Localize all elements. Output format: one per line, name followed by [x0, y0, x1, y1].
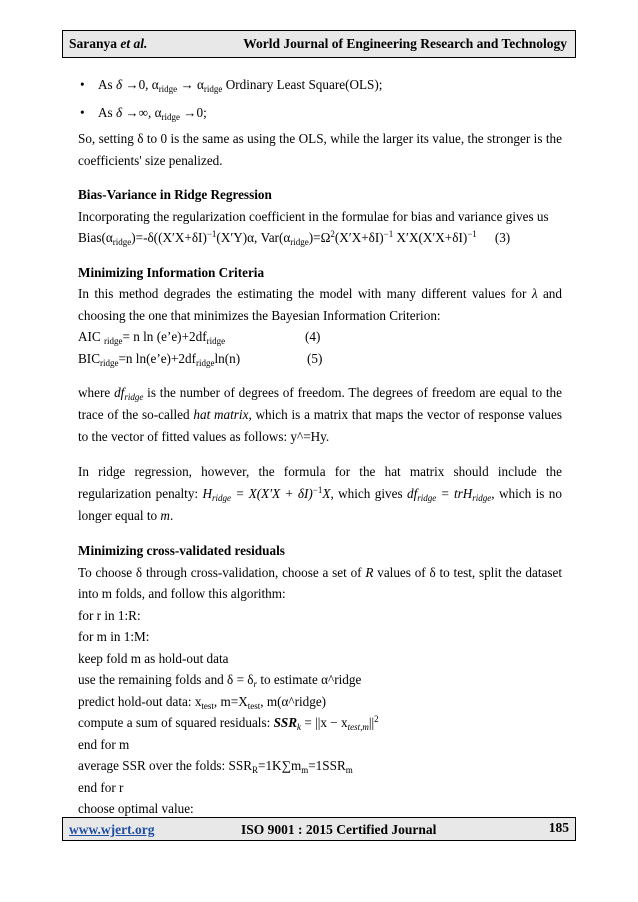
- algorithm-line-3: keep fold m as hold-out data: [78, 650, 229, 666]
- equation-3: $Bias(\alpha_{ridge})=-\delta((X'X+\delta I)^{-1}(X'Y)\alpha$, $Var(\alpha_{ridge})=\Omega^2(X'X+\delta I)^{-1}$ $X'X(X'X+\delta I)^{-1}$ (3): [78, 229, 511, 247]
- algorithm-line-8: average SSR over the folds: $SSR_R=1K\sum m_m=1SSR_m$: [78, 758, 353, 775]
- equation-4: AIC $_{ridge}$= n $\ln (e’e)+2df_{ridge}$ (4): [78, 329, 321, 346]
- algorithm-line-9: end for r: [78, 779, 124, 795]
- page-body: [78, 74, 562, 820]
- algorithm-line-10: choose optimal value:: [78, 801, 194, 816]
- paragraph-ols: So, setting δ to 0 is the same as using the OLS, while the larger its value, the stronger is the coefficients' size penalized.: [78, 131, 562, 168]
- footer-certification: ISO 9001 : 2015 Certified Journal: [241, 822, 437, 837]
- algorithm-line-6: compute a sum of squared residuals: $SSR_k = ||x - x_{test,m}||^2$: [78, 714, 379, 732]
- algorithm-line-2: for m in 1:M:: [78, 629, 150, 644]
- paragraph-information-criteria: In this method degrades the estimating the model with many different values for λ and choosing the one that minimizes the Bayesian Information Criterion:: [78, 286, 562, 323]
- page-number: 185: [548, 820, 569, 835]
- header-journal: World Journal of Engineering Research and Technology: [243, 36, 567, 51]
- paragraph-cross-validation: To choose δ through cross-validation, choose a set of R values of δ to test, split the dataset into m folds, and follow this algorithm:: [78, 564, 562, 601]
- algorithm-line-4: use the remaining folds and $\delta = \delta_r$ to estimate α^ridge: [78, 672, 362, 689]
- paragraph-bias-variance: Incorporating the regularization coefficient in the formulae for bias and variance gives us: [78, 208, 549, 224]
- bullet-item-2: • As δ →∞, $\alpha_{ridge} \to 0$;: [80, 104, 207, 122]
- equation-5: $BIC_{ridge}=n$ $\ln(e’e)+2df_{ridge}\ln(n)$ (5): [78, 350, 323, 368]
- running-footer: [62, 817, 576, 841]
- running-header: [62, 30, 576, 58]
- header-authors: Saranya et al.: [69, 36, 148, 51]
- paragraph-hat-matrix: In ridge regression, however, the formula for the hat matrix should include the regularization penalty: $H_{ridge} = X(X'X + \delta I)^{-1}X$, which gives $df_{ridge} = trH_{ridge}$, which is no longer equal to m.: [78, 464, 562, 523]
- heading-bias-variance: Bias-Variance in Ridge Regression: [78, 187, 272, 202]
- bullet-item-1: • As δ →0, $\alpha_{ridge} \to \alpha_{ridge}$ Ordinary Least Square(OLS);: [80, 77, 383, 94]
- algorithm-line-7: end for m: [78, 736, 130, 752]
- algorithm-line-1: for r in 1:R:: [78, 607, 141, 623]
- heading-information-criteria: Minimizing Information Criteria: [78, 264, 265, 280]
- paragraph-degrees-of-freedom: where $df_{ridge}$ is the number of degrees of freedom. The degrees of freedom are equal to the trace of the so-called hat matrix, which is a matrix that maps the vector of response values to the vector of fitted values as follows: y^=Hy.: [78, 385, 562, 444]
- heading-cross-validation: Minimizing cross-validated residuals: [78, 543, 285, 558]
- footer-url-link[interactable]: www.wjert.org: [69, 822, 155, 837]
- algorithm-line-5: predict hold-out data: $x_{test}$, $m=X_{test}$, m(α^ridge): [78, 693, 327, 711]
